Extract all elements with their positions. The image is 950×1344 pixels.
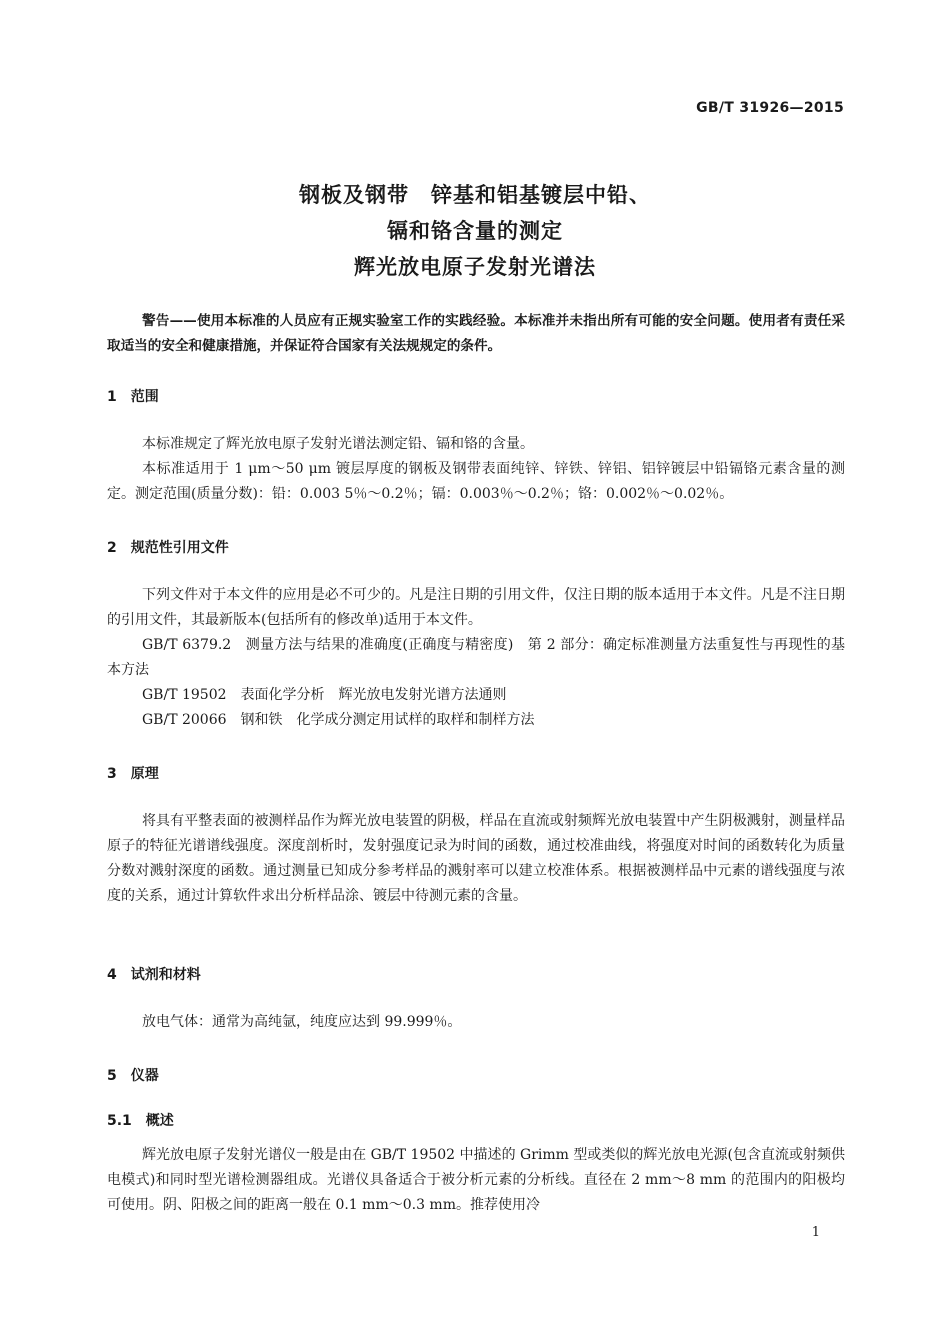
- reference-item: GB/T 6379.2 测量方法与结果的准确度(正确度与精密度) 第 2 部分：确定标准测量方法重复性与再现性的基本方法: [107, 637, 845, 678]
- reference-item: GB/T 19502 表面化学分析 辉光放电发射光谱方法通则: [142, 687, 507, 703]
- section-2-paragraph-1: 下列文件对于本文件的应用是必不可少的。凡是注日期的引用文件，仅注日期的版本适用于本文件。凡是不注日期的引用文件，其最新版本(包括所有的修改单)适用于本文件。: [107, 587, 845, 628]
- section-1-paragraph-1: 本标准规定了辉光放电原子发射光谱法测定铅、镉和铬的含量。: [142, 436, 534, 452]
- title-line-3: 辉光放电原子发射光谱法: [354, 255, 596, 279]
- warning-paragraph: 警告——使用本标准的人员应有正规实验室工作的实践经验。本标准并未指出所有可能的安全问题。使用者有责任采取适当的安全和健康措施，并保证符合国家有关法规规定的条件。: [107, 313, 845, 354]
- section-1-heading: 1 范围: [107, 389, 159, 405]
- section-3-heading: 3 原理: [107, 766, 159, 782]
- reference-item: GB/T 20066 钢和铁 化学成分测定用试样的取样和制样方法: [142, 712, 535, 728]
- standard-code: GB/T 31926—2015: [696, 100, 844, 116]
- section-5-heading: 5 仪器: [107, 1068, 159, 1084]
- page-number: 1: [811, 1225, 820, 1240]
- section-1-paragraph-2: 本标准适用于 1 μm～50 μm 镀层厚度的钢板及钢带表面纯锌、锌铁、锌铝、铝锌镀层中铅镉铬元素含量的测定。测定范围(质量分数)：铅：0.003 5％～0.2％；镉：0.003％～0.2％；铬：0.002％～0.02％。: [107, 461, 845, 502]
- section-5-1-heading: 5.1 概述: [107, 1113, 174, 1129]
- document-title: [0, 177, 950, 285]
- section-2-heading: 2 规范性引用文件: [107, 540, 229, 556]
- title-line-2: 镉和铬含量的测定: [387, 219, 563, 243]
- section-4-paragraph-1: 放电气体：通常为高纯氩，纯度应达到 99.999％。: [142, 1014, 462, 1030]
- title-line-1: 钢板及钢带 锌基和铝基镀层中铅、: [299, 183, 651, 207]
- section-3-paragraph-1: 将具有平整表面的被测样品作为辉光放电装置的阴极，样品在直流或射频辉光放电装置中产生阴极溅射，测量样品原子的特征光谱谱线强度。深度剖析时，发射强度记录为时间的函数，通过校准曲线，将强度对时间的函数转化为质量分数对溅射深度的函数。通过测量已知成分参考样品的溅射率可以建立校准体系。根据被测样品中元素的谱线强度与浓度的关系，通过计算软件求出分析样品涂、镀层中待测元素的含量。: [107, 813, 845, 904]
- section-4-heading: 4 试剂和材料: [107, 967, 201, 983]
- section-5-1-paragraph-1: 辉光放电原子发射光谱仪一般是由在 GB/T 19502 中描述的 Grimm 型或类似的辉光放电光源(包含直流或射频供电模式)和同时型光谱检测器组成。光谱仪具备适合于被分析元素的分析线。直径在 2 mm～8 mm 的范围内的阳极均可使用。阴、阳极之间的距离一般在 0.1 mm～0.3 mm。推荐使用冷: [107, 1147, 845, 1213]
- section-2-references: [107, 633, 845, 733]
